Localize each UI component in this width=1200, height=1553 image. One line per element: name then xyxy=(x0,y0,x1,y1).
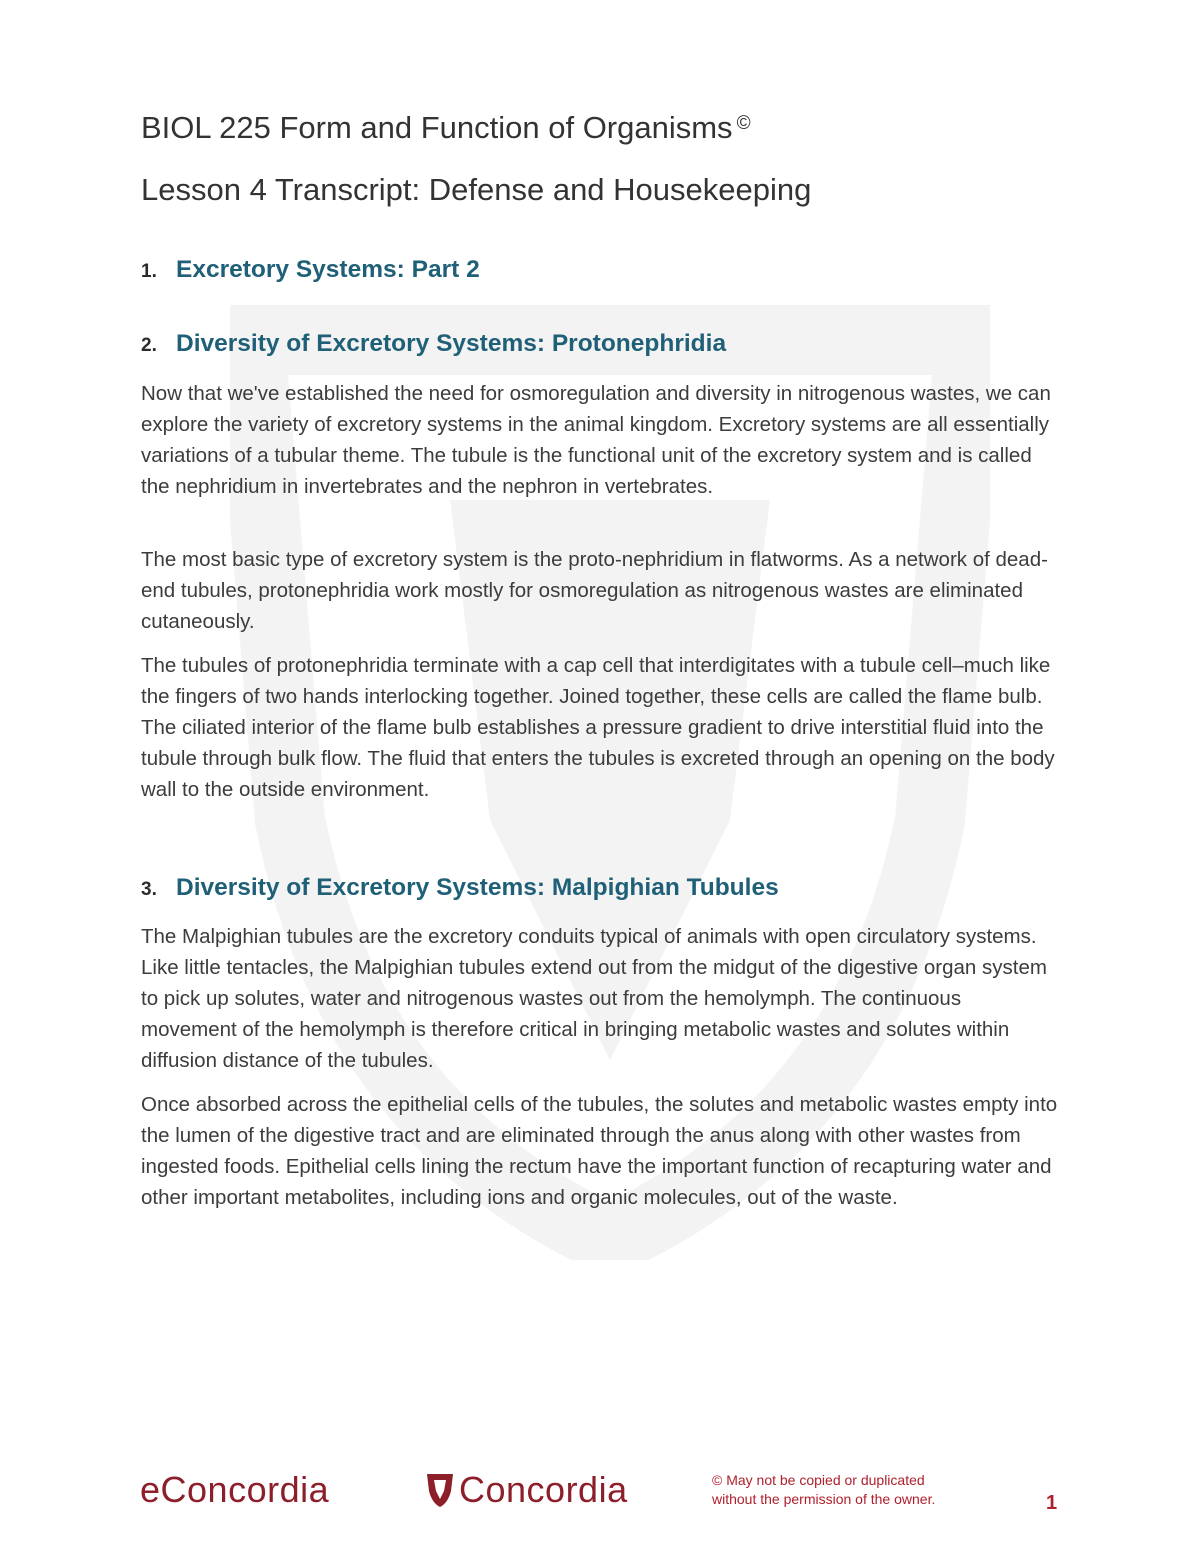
section-number: 3. xyxy=(141,879,157,900)
concordia-shield-icon xyxy=(425,1471,455,1509)
paragraph: The tubules of protonephridia terminate with a cap cell that interdigitates with a tubule cell–much like the fingers of two hands interlocking together. Joined together, these cells are called the flame bulb. The ciliated interior of the flame bulb establishes a pressure gradient to drive interstitial fluid into the tubule through bulk flow. The fluid that enters the tubules is excreted through an opening on the body wall to the outside environment. xyxy=(141,654,1055,801)
section-2 xyxy=(141,330,1061,358)
section-title: Diversity of Excretory Systems: Protonephridia xyxy=(176,330,727,357)
econcordia-logo xyxy=(140,1468,329,1512)
lesson-title: Lesson 4 Transcript: Defense and Housekeeping xyxy=(141,172,812,207)
section-heading xyxy=(141,256,1061,284)
section-heading xyxy=(141,330,1061,358)
notice-line-2: without the permission of the owner. xyxy=(712,1491,936,1507)
section-heading xyxy=(141,874,1061,902)
paragraph: The most basic type of excretory system is the proto-nephridium in flatworms. As a network of dead-end tubules, protonephridia work mostly for osmoregulation as nitrogenous wastes are eliminated cutaneously. xyxy=(141,548,1048,633)
section-number: 2. xyxy=(141,335,157,356)
copyright-symbol: © xyxy=(736,113,751,134)
section-1 xyxy=(141,256,1061,284)
section-3 xyxy=(141,874,1061,902)
page-number: 1 xyxy=(1046,1492,1058,1514)
paragraph: Once absorbed across the epithelial cells of the tubules, the solutes and metabolic wastes empty into the lumen of the digestive tract and are eliminated through the anus along with other wastes from ingested foods. Epithelial cells lining the rectum have the important function of recapturing water and other important metabolites, including ions and organic molecules, out of the waste. xyxy=(141,1093,1058,1209)
course-title: BIOL 225 Form and Function of Organisms © xyxy=(141,110,751,145)
section-title: Diversity of Excretory Systems: Malpighian Tubules xyxy=(176,874,779,901)
concordia-logo xyxy=(425,1468,628,1512)
paragraph: Now that we've established the need for osmoregulation and diversity in nitrogenous wastes, we can explore the variety of excretory systems in the animal kingdom. Excretory systems are all essentially variations of a tubular theme. The tubule is the functional unit of the excretory system and is called the nephridium in invertebrates and the nephron in vertebrates. xyxy=(141,382,1051,498)
copyright-notice xyxy=(712,1471,935,1509)
paragraph: The Malpighian tubules are the excretory conduits typical of animals with open circulatory systems. Like little tentacles, the Malpighian tubules extend out from the midgut of the digestive organ system to pick up solutes, water and nitrogenous wastes out from the hemolymph. The continuous movement of the hemolymph is therefore critical in bringing metabolic wastes and solutes within diffusion distance of the tubules. xyxy=(141,925,1047,1072)
econcordia-logo-text: eConcordia xyxy=(140,1469,330,1510)
section-number: 1. xyxy=(141,261,157,282)
concordia-logo-text: Concordia xyxy=(459,1469,628,1510)
notice-line-1: © May not be copied or duplicated xyxy=(712,1472,925,1488)
section-title: Excretory Systems: Part 2 xyxy=(176,256,480,283)
